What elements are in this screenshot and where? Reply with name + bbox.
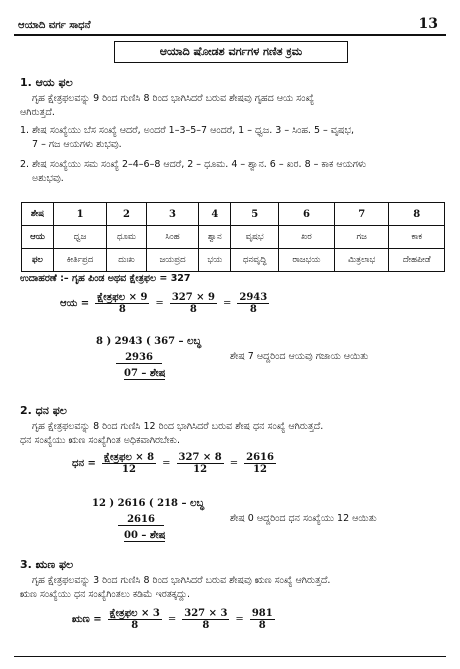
table-cell: ಖರ [278,226,334,249]
paragraph: ಋಣ ಸಂಖ್ಯೆಯು ಧನ ಸಂಖ್ಯೆಗಿಂತಲು ಕಡಿಮೆ ಇರತಕ್ಕದ್ದು. [20,589,191,600]
division-note: ಶೇಷ 0 ಆದ್ದರಿಂದ ಧನ ಸಂಖ್ಯೆಯು 12 ಆಯಿತು [230,513,377,524]
table-cell: ದೇಹಪೀಡೆ [389,249,445,272]
table-cell: 8 [389,203,445,226]
aya-table [21,202,445,272]
table-cell: 7 [334,203,389,226]
equals: = [223,298,232,309]
section-heading-dhana: 2. ಧನ ಫಲ [20,404,67,417]
equals: = [155,298,164,309]
division-subtract: 2936 [116,352,162,364]
numerator: 2616 [246,452,274,463]
table-cell: ಗಜ [334,226,389,249]
header-rule [14,34,446,36]
table-cell: 5 [231,203,279,226]
division-remainder: 07 – ಶೇಷ [124,368,166,379]
table-cell: ರಾಜಭಯ [278,249,334,272]
page-number: 13 [418,16,438,32]
numerator: 981 [251,608,273,619]
table-cell: ದುಃಖ [107,249,147,272]
numerator: ಕ್ಷೇತ್ರಫಲ × 9 [97,292,148,303]
denominator: 8 [131,620,139,631]
table-cell: ಭಯ [199,249,231,272]
paragraph: ಆಗಿರುತ್ತದೆ. [20,107,55,118]
paragraph: ಗೃಹ ಕ್ಷೇತ್ರಫಲವನ್ನು 9 ರಿಂದ ಗುಣಿಸಿ 8 ರಿಂದ ಭಾಗಿಸಿದರೆ ಬರುವ ಶೇಷವು ಗೃಹದ ಆಯ ಸಂಖ್ಯೆ [32,93,315,104]
fraction [182,608,229,631]
table-cell: ಶ್ವಾನ [199,226,231,249]
fraction [250,608,275,631]
runa-formula [72,608,275,631]
formula-label: ಆಯ = [60,298,90,309]
table-cell: ಕೀರ್ತಿಪ್ರದ [53,249,106,272]
fraction [95,292,149,315]
footer-rule [14,656,446,657]
fraction [237,292,269,315]
equals: = [162,458,171,469]
table-cell: ಶೇಷ [22,203,54,226]
denominator: 12 [193,464,208,475]
page-title: ಆಯಾದಿ ಷೋಡಶ ವರ್ಗಗಳ ಗಣಿತ ಕ್ರಮ [114,41,348,63]
fraction [244,452,276,475]
table-row [22,203,445,226]
denominator: 8 [258,620,266,631]
equals: = [229,458,239,469]
equals: = [167,614,177,625]
list-item: 1. ಶೇಷ ಸಂಖ್ಯೆಯು ಬೆಸ ಸಂಖ್ಯೆ ಆದರೆ, ಅಂದರೆ 1–3–5–7 ಆಂದರೆ, 1 – ಧ್ವಜ. 3 – ಸಿಂಹ. 5 – ವೃಷಭ, [20,125,354,136]
numerator: 327 × 3 [184,608,228,619]
list-item: 2. ಶೇಷ ಸಂಖ್ಯೆಯು ಸಮ ಸಂಖ್ಯೆ 2–4–6–8 ಆದರೆ, 2 – ಧೂಮ. 4 – ಶ್ವಾನ. 6 – ಖರ. 8 – ಕಾಕ ಆಯಗಳು [20,159,367,170]
division-remainder: 00 – ಶೇಷ [124,530,166,541]
fraction [170,292,217,315]
aya-formula [60,292,269,315]
table-cell: ಧ್ವಜ [53,226,106,249]
formula-label: ಋಣ = [72,614,102,625]
dhana-formula [72,452,276,475]
denominator: 12 [122,464,136,475]
paragraph: ಧನ ಸಂಖ್ಯೆಯು ಋಣ ಸಂಖ್ಯೆಗಿಂತ ಅಧಿಕವಾಗಿರಬೇಕು. [20,435,180,446]
paragraph: ಗೃಹ ಕ್ಷೇತ್ರಫಲವನ್ನು 8 ರಿಂದ ಗುಣಿಸಿ 12 ರಿಂದ ಭಾಗಿಸಿದರೆ ಬರುವ ಶೇಷ ಧನ ಸಂಖ್ಯೆ ಆಗಿರುತ್ತದೆ. [32,421,324,432]
table-cell: ಕಾಕ [389,226,445,249]
long-division: 12 ) 2616 ( 218 – ಲಬ್ಧ [92,498,205,509]
table-cell: 6 [278,203,334,226]
denominator: 8 [189,304,197,315]
formula-label: ಧನ = [72,458,96,469]
table-cell: ಧೂಮ [107,226,147,249]
table-cell: 3 [146,203,198,226]
section-heading-aya: 1. ಆಯ ಫಲ [20,76,73,89]
table-cell: 4 [199,203,231,226]
table-cell: ಜಯಪ್ರದ [146,249,198,272]
numerator: ಕ್ಷೇತ್ರಫಲ × 8 [103,452,155,463]
denominator: 12 [253,464,267,475]
fraction [177,452,224,475]
list-item: 7 – ಗಜ ಆಯಗಳು ಶುಭವು. [32,139,122,150]
division-subtract: 2616 [118,514,164,526]
table-cell: ಸಿಂಹ [146,226,198,249]
numerator: ಕ್ಷೇತ್ರಫಲ × 3 [109,608,160,619]
table-row [22,226,445,249]
section-heading-runa: 3. ಋಣ ಫಲ [20,558,74,571]
numerator: 327 × 8 [178,452,222,463]
denominator: 8 [249,304,257,315]
table-cell: 1 [53,203,106,226]
long-division: 8 ) 2943 ( 367 – ಲಬ್ಧ [96,336,202,347]
list-item: ಅಶುಭವು. [32,173,64,184]
table-cell: ಫಲ [22,249,54,272]
paragraph: ಗೃಹ ಕ್ಷೇತ್ರಫಲವನ್ನು 3 ರಿಂದ ಗುಣಿಸಿ 8 ರಿಂದ ಭಾಗಿಸಿದರೆ ಬರುವ ಶೇಷವು ಋಣ ಸಂಖ್ಯೆ ಆಗಿರುತ್ತದೆ. [32,575,331,586]
table-cell: ಆಯ [22,226,54,249]
numerator: 2943 [239,292,268,303]
table-cell: ಧನವೃದ್ಧಿ [231,249,279,272]
running-header: ಆಯಾದಿ ವರ್ಗ ಸಾಧನೆ [18,20,91,31]
table-row [22,249,445,272]
table-cell: 2 [107,203,147,226]
equals: = [235,614,244,625]
table-cell: ವೃಷಭ [231,226,279,249]
numerator: 327 × 9 [171,292,215,303]
example-intro: ಉದಾಹರಣೆ :– ಗೃಹ ಪಿಂಡ ಅಥವ ಕ್ಷೇತ್ರಫಲ = 327 [20,273,191,284]
fraction [102,452,156,475]
fraction [108,608,162,631]
denominator: 8 [118,304,126,315]
division-note: ಶೇಷ 7 ಆದ್ದರಿಂದ ಆಯವು ಗಜಾಯ ಆಯಿತು [230,351,369,362]
table-cell: ಮಿತ್ರಲಾಭ [334,249,389,272]
denominator: 8 [202,620,210,631]
